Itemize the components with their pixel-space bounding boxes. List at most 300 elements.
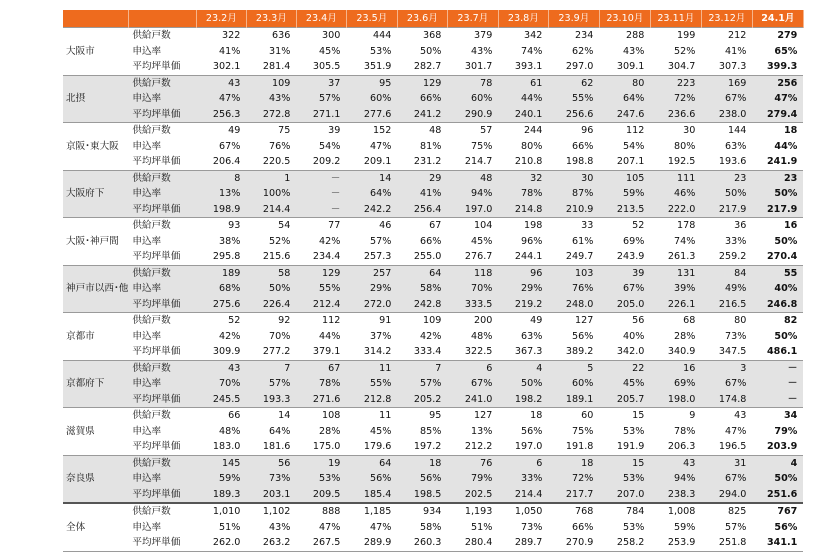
table-cell-application-rate: 94% — [650, 471, 701, 487]
table-cell-avg-price-per-tsubo: 226.1 — [650, 297, 701, 313]
metric-label-avg-price-per-tsubo: 平均坪単価 — [128, 297, 196, 313]
table-cell-avg-price-per-tsubo: 294.0 — [701, 487, 752, 504]
month-header: 23.6月 — [397, 10, 447, 28]
table-cell-supply-count: 1,050 — [498, 503, 548, 520]
table-cell-avg-price-per-tsubo: 249.7 — [548, 249, 599, 265]
table-cell-supply-count: 49 — [196, 123, 246, 139]
table-cell-avg-price-per-tsubo: 231.2 — [397, 154, 447, 170]
table-cell-supply-count: 636 — [246, 28, 296, 44]
table-cell-avg-price-per-tsubo: 209.5 — [296, 487, 346, 504]
table-cell-application-rate: 79% — [752, 424, 803, 440]
table-cell-application-rate: 47% — [701, 424, 752, 440]
header-blank-region — [63, 10, 128, 28]
table-cell-application-rate: 60% — [346, 91, 397, 107]
table-cell-supply-count: 78 — [447, 75, 498, 91]
table-cell-application-rate: 63% — [498, 329, 548, 345]
table-row — [63, 344, 803, 360]
table-cell-supply-count: 80 — [701, 313, 752, 329]
table-cell-application-rate: 31% — [246, 44, 296, 60]
metric-label-application-rate: 申込率 — [128, 471, 196, 487]
table-cell-supply-count: 279 — [752, 28, 803, 44]
table-cell-application-rate: 73% — [246, 471, 296, 487]
table-cell-application-rate: 57% — [296, 91, 346, 107]
table-cell-avg-price-per-tsubo: 256.3 — [196, 107, 246, 123]
table-cell-application-rate: 33% — [498, 471, 548, 487]
table-cell-application-rate: 52% — [650, 44, 701, 60]
table-cell-avg-price-per-tsubo: 251.6 — [752, 487, 803, 504]
table-cell-application-rate: － — [296, 186, 346, 202]
table-cell-avg-price-per-tsubo: 222.0 — [650, 202, 701, 218]
metric-label-supply-count: 供給戸数 — [128, 265, 196, 281]
table-cell-application-rate: 94% — [447, 186, 498, 202]
table-cell-supply-count: 95 — [346, 75, 397, 91]
table-cell-supply-count: 825 — [701, 503, 752, 520]
table-cell-supply-count: 92 — [246, 313, 296, 329]
table-cell-supply-count: 144 — [701, 123, 752, 139]
table-cell-application-rate: 72% — [650, 91, 701, 107]
table-cell-avg-price-per-tsubo: 486.1 — [752, 344, 803, 360]
table-cell-supply-count: 112 — [599, 123, 650, 139]
table-cell-supply-count: 30 — [650, 123, 701, 139]
table-cell-avg-price-per-tsubo: 191.9 — [599, 439, 650, 455]
table-cell-supply-count: 1 — [246, 170, 296, 186]
table-cell-application-rate: 50% — [752, 186, 803, 202]
table-cell-application-rate: 50% — [752, 329, 803, 345]
table-cell-supply-count: 22 — [599, 360, 650, 376]
table-cell-supply-count: 4 — [498, 360, 548, 376]
table-cell-application-rate: 62% — [548, 44, 599, 60]
table-cell-avg-price-per-tsubo: 333.4 — [397, 344, 447, 360]
table-cell-avg-price-per-tsubo: 205.0 — [599, 297, 650, 313]
month-header: 23.7月 — [447, 10, 498, 28]
table-cell-avg-price-per-tsubo: 214.4 — [246, 202, 296, 218]
table-cell-supply-count: 784 — [599, 503, 650, 520]
table-cell-supply-count: 93 — [196, 218, 246, 234]
table-cell-avg-price-per-tsubo: 307.3 — [701, 59, 752, 75]
table-cell-avg-price-per-tsubo: 309.9 — [196, 344, 246, 360]
table-cell-avg-price-per-tsubo: 297.0 — [548, 59, 599, 75]
table-cell-avg-price-per-tsubo: 189.3 — [196, 487, 246, 504]
table-cell-avg-price-per-tsubo: 255.0 — [397, 249, 447, 265]
table-cell-supply-count: 46 — [346, 218, 397, 234]
metric-label-application-rate: 申込率 — [128, 234, 196, 250]
table-cell-application-rate: 48% — [196, 424, 246, 440]
table-cell-avg-price-per-tsubo: 236.6 — [650, 107, 701, 123]
table-row — [63, 170, 803, 186]
table-cell-supply-count: 68 — [650, 313, 701, 329]
table-row — [63, 249, 803, 265]
table-cell-supply-count: 75 — [246, 123, 296, 139]
table-cell-application-rate: 75% — [548, 424, 599, 440]
table-cell-application-rate: 43% — [246, 91, 296, 107]
table-cell-avg-price-per-tsubo: 193.6 — [701, 154, 752, 170]
table-row — [63, 265, 803, 281]
metric-label-supply-count: 供給戸数 — [128, 28, 196, 44]
table-cell-avg-price-per-tsubo: 205.2 — [397, 392, 447, 408]
table-cell-supply-count: 60 — [548, 408, 599, 424]
table-cell-application-rate: 73% — [701, 329, 752, 345]
table-cell-avg-price-per-tsubo: 248.0 — [548, 297, 599, 313]
table-cell-supply-count: 3 — [701, 360, 752, 376]
table-cell-avg-price-per-tsubo: 279.4 — [752, 107, 803, 123]
table-cell-avg-price-per-tsubo: 275.6 — [196, 297, 246, 313]
region-label: 京都府下 — [63, 360, 128, 408]
table-cell-avg-price-per-tsubo: 202.5 — [447, 487, 498, 504]
table-cell-application-rate: 41% — [701, 44, 752, 60]
table-cell-avg-price-per-tsubo: 281.4 — [246, 59, 296, 75]
table-cell-avg-price-per-tsubo: 399.3 — [752, 59, 803, 75]
month-header: 23.9月 — [548, 10, 599, 28]
table-cell-supply-count: 43 — [196, 360, 246, 376]
table-cell-avg-price-per-tsubo: 272.8 — [246, 107, 296, 123]
table-cell-application-rate: 47% — [752, 91, 803, 107]
table-cell-supply-count: 19 — [296, 455, 346, 471]
table-cell-application-rate: 55% — [296, 281, 346, 297]
table-cell-avg-price-per-tsubo: 214.4 — [498, 487, 548, 504]
table-cell-supply-count: 11 — [346, 360, 397, 376]
table-cell-application-rate: 50% — [752, 234, 803, 250]
table-cell-avg-price-per-tsubo: 341.1 — [752, 535, 803, 551]
table-cell-avg-price-per-tsubo: 238.3 — [650, 487, 701, 504]
condo-supply-table — [63, 10, 804, 552]
table-cell-supply-count: 212 — [701, 28, 752, 44]
table-cell-application-rate: 67% — [599, 281, 650, 297]
table-cell-avg-price-per-tsubo: 210.9 — [548, 202, 599, 218]
table-cell-supply-count: 55 — [752, 265, 803, 281]
table-cell-supply-count: 95 — [397, 408, 447, 424]
table-cell-application-rate: 79% — [447, 471, 498, 487]
table-cell-supply-count: 48 — [447, 170, 498, 186]
table-cell-application-rate: 29% — [498, 281, 548, 297]
region-label: 京都市 — [63, 313, 128, 361]
table-cell-avg-price-per-tsubo: 256.4 — [397, 202, 447, 218]
table-cell-avg-price-per-tsubo: 210.8 — [498, 154, 548, 170]
table-cell-supply-count: 18 — [752, 123, 803, 139]
table-cell-application-rate: － — [752, 376, 803, 392]
table-cell-avg-price-per-tsubo: 251.8 — [701, 535, 752, 551]
table-cell-avg-price-per-tsubo: 290.9 — [447, 107, 498, 123]
table-cell-supply-count: 18 — [498, 408, 548, 424]
table-cell-application-rate: 48% — [447, 329, 498, 345]
table-cell-application-rate: 59% — [650, 520, 701, 536]
table-cell-supply-count: － — [752, 360, 803, 376]
table-cell-supply-count: 152 — [346, 123, 397, 139]
table-cell-avg-price-per-tsubo: 241.0 — [447, 392, 498, 408]
table-cell-application-rate: 41% — [397, 186, 447, 202]
table-cell-application-rate: 85% — [397, 424, 447, 440]
table-cell-supply-count: 11 — [346, 408, 397, 424]
table-cell-avg-price-per-tsubo: 242.8 — [397, 297, 447, 313]
region-label: 大阪･神戸間 — [63, 218, 128, 266]
table-cell-application-rate: 63% — [701, 139, 752, 155]
table-cell-supply-count: 103 — [548, 265, 599, 281]
table-cell-application-rate: 45% — [296, 44, 346, 60]
region-label: 奈良県 — [63, 455, 128, 503]
table-row — [63, 376, 803, 392]
table-cell-avg-price-per-tsubo: 196.5 — [701, 439, 752, 455]
table-cell-avg-price-per-tsubo: 198.2 — [498, 392, 548, 408]
table-cell-avg-price-per-tsubo: 198.0 — [650, 392, 701, 408]
table-cell-application-rate: 66% — [548, 520, 599, 536]
metric-label-supply-count: 供給戸数 — [128, 123, 196, 139]
metric-label-avg-price-per-tsubo: 平均坪単価 — [128, 392, 196, 408]
table-row — [63, 329, 803, 345]
table-cell-application-rate: 55% — [346, 376, 397, 392]
table-cell-application-rate: 50% — [701, 186, 752, 202]
table-row — [63, 218, 803, 234]
table-row — [63, 75, 803, 91]
table-cell-supply-count: 5 — [548, 360, 599, 376]
table-cell-supply-count: 96 — [498, 265, 548, 281]
table-cell-application-rate: 61% — [548, 234, 599, 250]
table-cell-supply-count: 43 — [650, 455, 701, 471]
table-cell-application-rate: 50% — [498, 376, 548, 392]
table-cell-application-rate: 57% — [701, 520, 752, 536]
table-cell-avg-price-per-tsubo: 240.1 — [498, 107, 548, 123]
table-row — [63, 281, 803, 297]
table-cell-application-rate: 43% — [246, 520, 296, 536]
table-cell-supply-count: 112 — [296, 313, 346, 329]
table-cell-supply-count: 31 — [701, 455, 752, 471]
table-cell-application-rate: 44% — [498, 91, 548, 107]
table-cell-application-rate: 39% — [650, 281, 701, 297]
table-cell-avg-price-per-tsubo: － — [752, 392, 803, 408]
table-cell-application-rate: 74% — [650, 234, 701, 250]
table-row — [63, 520, 803, 536]
table-cell-supply-count: 23 — [701, 170, 752, 186]
table-cell-application-rate: 64% — [599, 91, 650, 107]
table-cell-supply-count: 43 — [196, 75, 246, 91]
table-cell-avg-price-per-tsubo: 258.2 — [599, 535, 650, 551]
table-cell-avg-price-per-tsubo: 198.5 — [397, 487, 447, 504]
table-cell-supply-count: 8 — [196, 170, 246, 186]
table-cell-avg-price-per-tsubo: 197.2 — [397, 439, 447, 455]
table-cell-avg-price-per-tsubo: 242.2 — [346, 202, 397, 218]
table-cell-application-rate: 59% — [599, 186, 650, 202]
metric-label-avg-price-per-tsubo: 平均坪単価 — [128, 535, 196, 551]
region-label: 京阪･東大阪 — [63, 123, 128, 171]
table-cell-application-rate: 37% — [346, 329, 397, 345]
table-cell-application-rate: 28% — [296, 424, 346, 440]
table-cell-application-rate: 13% — [196, 186, 246, 202]
table-cell-supply-count: 4 — [752, 455, 803, 471]
metric-label-application-rate: 申込率 — [128, 329, 196, 345]
table-row — [63, 28, 803, 44]
table-cell-application-rate: 70% — [447, 281, 498, 297]
table-cell-supply-count: 15 — [599, 455, 650, 471]
table-cell-application-rate: 45% — [599, 376, 650, 392]
region-label: 大阪市 — [63, 28, 128, 76]
table-row — [63, 487, 803, 504]
table-cell-application-rate: 67% — [701, 91, 752, 107]
table-cell-application-rate: 78% — [498, 186, 548, 202]
table-cell-application-rate: 73% — [498, 520, 548, 536]
table-cell-supply-count: 29 — [397, 170, 447, 186]
table-row — [63, 503, 803, 520]
table-cell-supply-count: 43 — [701, 408, 752, 424]
table-cell-application-rate: 87% — [548, 186, 599, 202]
table-cell-application-rate: 56% — [397, 471, 447, 487]
table-cell-supply-count: 1,008 — [650, 503, 701, 520]
table-cell-supply-count: 91 — [346, 313, 397, 329]
table-row — [63, 234, 803, 250]
table-cell-application-rate: 68% — [196, 281, 246, 297]
table-cell-supply-count: 84 — [701, 265, 752, 281]
table-cell-avg-price-per-tsubo: 247.6 — [599, 107, 650, 123]
table-cell-supply-count: 82 — [752, 313, 803, 329]
table-cell-supply-count: 178 — [650, 218, 701, 234]
table-cell-avg-price-per-tsubo: 207.1 — [599, 154, 650, 170]
table-cell-avg-price-per-tsubo: 280.4 — [447, 535, 498, 551]
table-cell-supply-count: 49 — [498, 313, 548, 329]
table-cell-avg-price-per-tsubo: 203.1 — [246, 487, 296, 504]
table-cell-application-rate: 53% — [599, 520, 650, 536]
table-cell-application-rate: 28% — [650, 329, 701, 345]
header-row — [63, 10, 803, 28]
table-cell-supply-count: 189 — [196, 265, 246, 281]
table-cell-supply-count: 169 — [701, 75, 752, 91]
table-cell-application-rate: 53% — [346, 44, 397, 60]
table-cell-avg-price-per-tsubo: 214.7 — [447, 154, 498, 170]
table-cell-supply-count: 234 — [548, 28, 599, 44]
table-cell-application-rate: 40% — [599, 329, 650, 345]
table-cell-avg-price-per-tsubo: 179.6 — [346, 439, 397, 455]
table-cell-application-rate: 54% — [599, 139, 650, 155]
table-cell-avg-price-per-tsubo: 295.8 — [196, 249, 246, 265]
table-cell-avg-price-per-tsubo: 271.1 — [296, 107, 346, 123]
price-table-container — [63, 10, 804, 552]
table-cell-supply-count: 145 — [196, 455, 246, 471]
table-cell-application-rate: 76% — [548, 281, 599, 297]
table-row — [63, 408, 803, 424]
table-cell-supply-count: 56 — [246, 455, 296, 471]
table-cell-avg-price-per-tsubo: 259.2 — [701, 249, 752, 265]
table-cell-application-rate: 58% — [397, 520, 447, 536]
table-cell-supply-count: 129 — [397, 75, 447, 91]
table-cell-supply-count: 39 — [599, 265, 650, 281]
table-cell-supply-count: 62 — [548, 75, 599, 91]
table-cell-application-rate: 51% — [447, 520, 498, 536]
table-cell-application-rate: 100% — [246, 186, 296, 202]
table-cell-avg-price-per-tsubo: 276.7 — [447, 249, 498, 265]
table-cell-application-rate: 56% — [548, 329, 599, 345]
table-row — [63, 91, 803, 107]
table-cell-avg-price-per-tsubo: 192.5 — [650, 154, 701, 170]
table-cell-supply-count: 57 — [447, 123, 498, 139]
table-cell-avg-price-per-tsubo: 245.5 — [196, 392, 246, 408]
table-cell-application-rate: 60% — [447, 91, 498, 107]
table-cell-avg-price-per-tsubo: 277.6 — [346, 107, 397, 123]
table-cell-application-rate: 47% — [196, 91, 246, 107]
table-cell-supply-count: 54 — [246, 218, 296, 234]
table-cell-avg-price-per-tsubo: 277.2 — [246, 344, 296, 360]
table-cell-application-rate: 47% — [296, 520, 346, 536]
table-cell-avg-price-per-tsubo: 183.0 — [196, 439, 246, 455]
table-cell-application-rate: 60% — [548, 376, 599, 392]
table-cell-avg-price-per-tsubo: 267.5 — [296, 535, 346, 551]
table-cell-application-rate: 50% — [246, 281, 296, 297]
metric-label-supply-count: 供給戸数 — [128, 170, 196, 186]
metric-label-application-rate: 申込率 — [128, 91, 196, 107]
table-cell-avg-price-per-tsubo: 244.1 — [498, 249, 548, 265]
table-cell-avg-price-per-tsubo: 197.0 — [447, 202, 498, 218]
table-cell-avg-price-per-tsubo: 198.9 — [196, 202, 246, 218]
table-cell-avg-price-per-tsubo: 347.5 — [701, 344, 752, 360]
table-cell-supply-count: 368 — [397, 28, 447, 44]
table-cell-application-rate: 56% — [498, 424, 548, 440]
table-cell-supply-count: 444 — [346, 28, 397, 44]
table-cell-supply-count: 934 — [397, 503, 447, 520]
table-cell-avg-price-per-tsubo: 220.5 — [246, 154, 296, 170]
table-cell-avg-price-per-tsubo: 260.3 — [397, 535, 447, 551]
table-cell-supply-count: 32 — [498, 170, 548, 186]
table-cell-avg-price-per-tsubo: 214.8 — [498, 202, 548, 218]
table-cell-avg-price-per-tsubo: 257.3 — [346, 249, 397, 265]
table-cell-avg-price-per-tsubo: － — [296, 202, 346, 218]
table-cell-supply-count: 96 — [548, 123, 599, 139]
table-cell-avg-price-per-tsubo: 213.5 — [599, 202, 650, 218]
table-cell-application-rate: 47% — [346, 139, 397, 155]
table-row — [63, 455, 803, 471]
table-cell-avg-price-per-tsubo: 289.9 — [346, 535, 397, 551]
table-cell-supply-count: 109 — [397, 313, 447, 329]
table-cell-avg-price-per-tsubo: 174.8 — [701, 392, 752, 408]
metric-label-application-rate: 申込率 — [128, 376, 196, 392]
table-row — [63, 202, 803, 218]
table-cell-application-rate: 43% — [447, 44, 498, 60]
table-cell-supply-count: 64 — [397, 265, 447, 281]
table-cell-supply-count: 888 — [296, 503, 346, 520]
table-cell-application-rate: 67% — [447, 376, 498, 392]
table-row — [63, 424, 803, 440]
table-cell-avg-price-per-tsubo: 175.0 — [296, 439, 346, 455]
table-row — [63, 360, 803, 376]
region-label: 滋賀県 — [63, 408, 128, 456]
table-cell-application-rate: 70% — [246, 329, 296, 345]
table-cell-supply-count: 33 — [548, 218, 599, 234]
table-cell-supply-count: 34 — [752, 408, 803, 424]
table-cell-supply-count: 223 — [650, 75, 701, 91]
table-row — [63, 139, 803, 155]
table-cell-application-rate: 29% — [346, 281, 397, 297]
table-cell-supply-count: 199 — [650, 28, 701, 44]
table-cell-supply-count: 64 — [346, 455, 397, 471]
table-cell-supply-count: 109 — [246, 75, 296, 91]
table-cell-avg-price-per-tsubo: 314.2 — [346, 344, 397, 360]
table-row — [63, 123, 803, 139]
table-cell-application-rate: 96% — [498, 234, 548, 250]
table-row — [63, 313, 803, 329]
table-cell-supply-count: 129 — [296, 265, 346, 281]
metric-label-avg-price-per-tsubo: 平均坪単価 — [128, 154, 196, 170]
table-cell-avg-price-per-tsubo: 198.8 — [548, 154, 599, 170]
table-cell-supply-count: 58 — [246, 265, 296, 281]
table-cell-avg-price-per-tsubo: 241.9 — [752, 154, 803, 170]
table-cell-application-rate: 51% — [196, 520, 246, 536]
table-cell-application-rate: 44% — [752, 139, 803, 155]
metric-label-avg-price-per-tsubo: 平均坪単価 — [128, 344, 196, 360]
table-cell-avg-price-per-tsubo: 215.6 — [246, 249, 296, 265]
table-cell-application-rate: 33% — [701, 234, 752, 250]
metric-label-supply-count: 供給戸数 — [128, 75, 196, 91]
table-cell-avg-price-per-tsubo: 282.7 — [397, 59, 447, 75]
table-cell-avg-price-per-tsubo: 226.4 — [246, 297, 296, 313]
table-cell-supply-count: 198 — [498, 218, 548, 234]
table-cell-avg-price-per-tsubo: 203.9 — [752, 439, 803, 455]
table-cell-avg-price-per-tsubo: 351.9 — [346, 59, 397, 75]
table-cell-supply-count: 256 — [752, 75, 803, 91]
table-cell-avg-price-per-tsubo: 209.1 — [346, 154, 397, 170]
